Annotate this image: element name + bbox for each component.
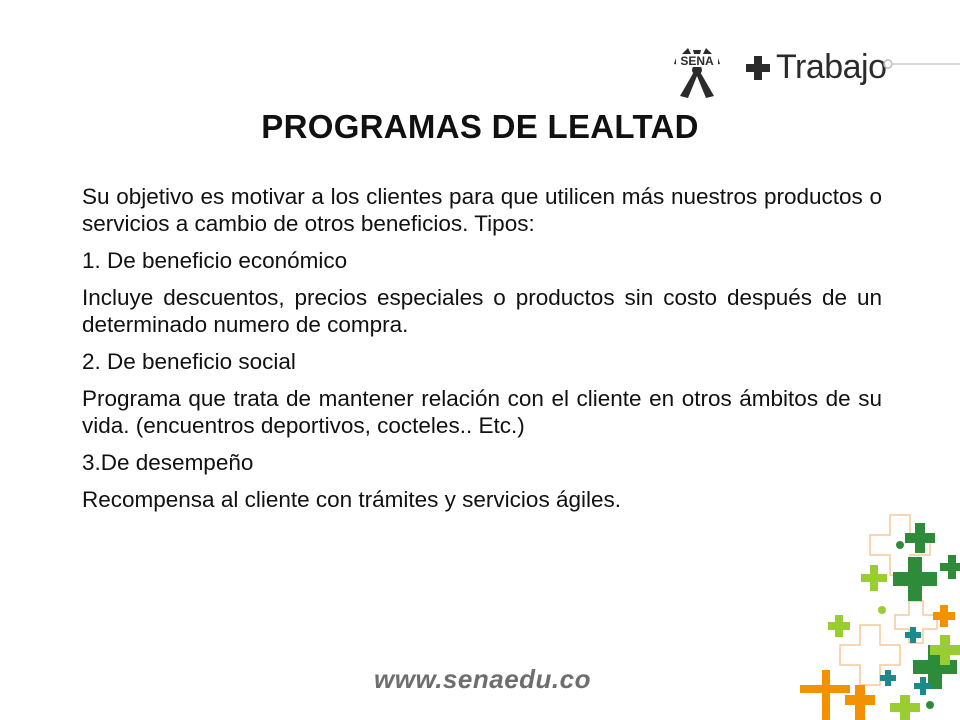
paragraph-intro: Su objetivo es motivar a los clientes para que utilicen más nuestros productos o servicios a cambio de otros beneficios. Tipos: — [82, 184, 882, 236]
footer-url: www.senaedu.co — [374, 664, 591, 694]
page-title: PROGRAMAS DE LEALTAD — [261, 108, 699, 145]
heading-social-benefit: 2. De beneficio social — [82, 349, 296, 374]
paragraph-social-benefit: Programa que trata de mantener relación con el cliente en otros ámbitos de su vida. (encuentros deportivos, cocteles.. Etc.) — [82, 386, 882, 438]
brand-name: Trabajo — [776, 48, 887, 86]
sena-logo — [662, 40, 732, 102]
body-content — [82, 183, 882, 523]
paragraph-performance: Recompensa al cliente con trámites y servicios ágiles. — [82, 487, 621, 512]
paragraph-economic-benefit: Incluye descuentos, precios especiales o productos sin costo después de un determinado numero de compra. — [82, 285, 882, 337]
sena-logo-text: SENA — [680, 54, 714, 68]
plus-icon — [744, 54, 772, 82]
header-divider — [882, 58, 960, 70]
decorative-plus-pattern — [800, 495, 960, 720]
heading-economic-benefit: 1. De beneficio económico — [82, 248, 348, 273]
heading-performance: 3.De desempeño — [82, 450, 254, 475]
